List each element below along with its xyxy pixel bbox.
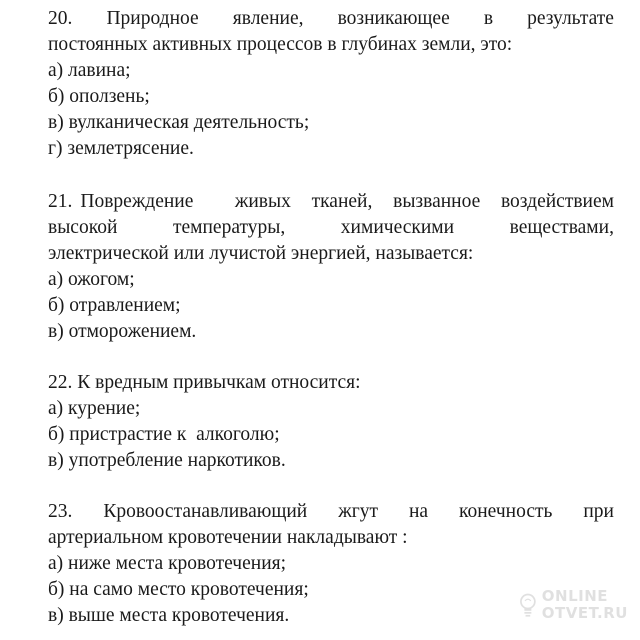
- question-21-word: температуры,: [172, 217, 286, 238]
- question-21-option-c: в) отморожением.: [48, 321, 197, 342]
- question-23-word: жгут: [338, 501, 378, 522]
- question-22-number: 22.: [48, 372, 73, 393]
- question-22-option-a: а) курение;: [48, 398, 141, 419]
- question-23-stem-line-2: артериальном кровотечении накладывают :: [48, 527, 408, 548]
- question-22: [48, 370, 614, 474]
- question-20-option-b: б) оползень;: [48, 86, 150, 107]
- watermark-line-2: OTVET.RU: [541, 604, 628, 622]
- question-21-option-b: б) отравлением;: [48, 295, 181, 316]
- watermark-text: [542, 588, 628, 622]
- question-21-stem-text: Повреждение живых тканей, вызванное воздействием: [80, 191, 614, 212]
- question-21-stem-line-3: электрической или лучистой энергией, называется:: [48, 243, 474, 264]
- question-23-word: конечность: [459, 501, 553, 522]
- question-21-stem-line-2: [48, 215, 614, 241]
- question-22-option-c: в) употребление наркотиков.: [48, 450, 286, 471]
- question-21-word: высокой: [48, 217, 118, 238]
- question-23-word: Кровоостанавливающий: [103, 501, 308, 522]
- question-21-stem-line-1: [48, 189, 614, 215]
- question-20-option-a: а) лавина;: [48, 60, 131, 81]
- question-23-word: при: [583, 501, 614, 522]
- question-23-option-c: в) выше места кровотечения.: [48, 605, 290, 626]
- question-23-option-b: б) на само место кровотечения;: [48, 579, 309, 600]
- question-20-word: явление,: [232, 8, 304, 29]
- question-20-stem-line-1: [48, 6, 614, 32]
- question-20-stem-line-2: постоянных активных процессов в глубинах земли, это:: [48, 34, 513, 55]
- question-22-stem-text: К вредным привычкам относится:: [77, 372, 361, 393]
- question-20-option-c: в) вулканическая деятельность;: [48, 112, 310, 133]
- question-23-option-a: а) ниже места кровотечения;: [48, 553, 287, 574]
- question-23-word: на: [408, 501, 429, 522]
- question-20-word: в: [483, 8, 494, 29]
- question-20-option-d: г) землетрясение.: [48, 138, 194, 159]
- question-21-option-a: а) ожогом;: [48, 269, 135, 290]
- question-23-number: 23.: [48, 501, 73, 522]
- question-21-number: 21.: [48, 191, 73, 212]
- question-22-option-b: б) пристрастие к алкоголю;: [48, 424, 280, 445]
- question-20-word: возникающее: [337, 8, 450, 29]
- watermark: [518, 582, 628, 628]
- question-21-word: химическими: [340, 217, 455, 238]
- question-21-word: веществами,: [509, 217, 614, 238]
- question-22-stem-line-1: [48, 370, 614, 396]
- question-20-word: Природное: [106, 8, 199, 29]
- watermark-line-1: ONLINE: [541, 587, 609, 605]
- question-20: [48, 6, 614, 162]
- lightbulb-icon: [518, 584, 538, 626]
- question-20-word: результате: [527, 8, 614, 29]
- question-20-number: 20.: [48, 8, 73, 29]
- question-23-stem-line-1: [48, 499, 614, 525]
- question-21: [48, 189, 614, 345]
